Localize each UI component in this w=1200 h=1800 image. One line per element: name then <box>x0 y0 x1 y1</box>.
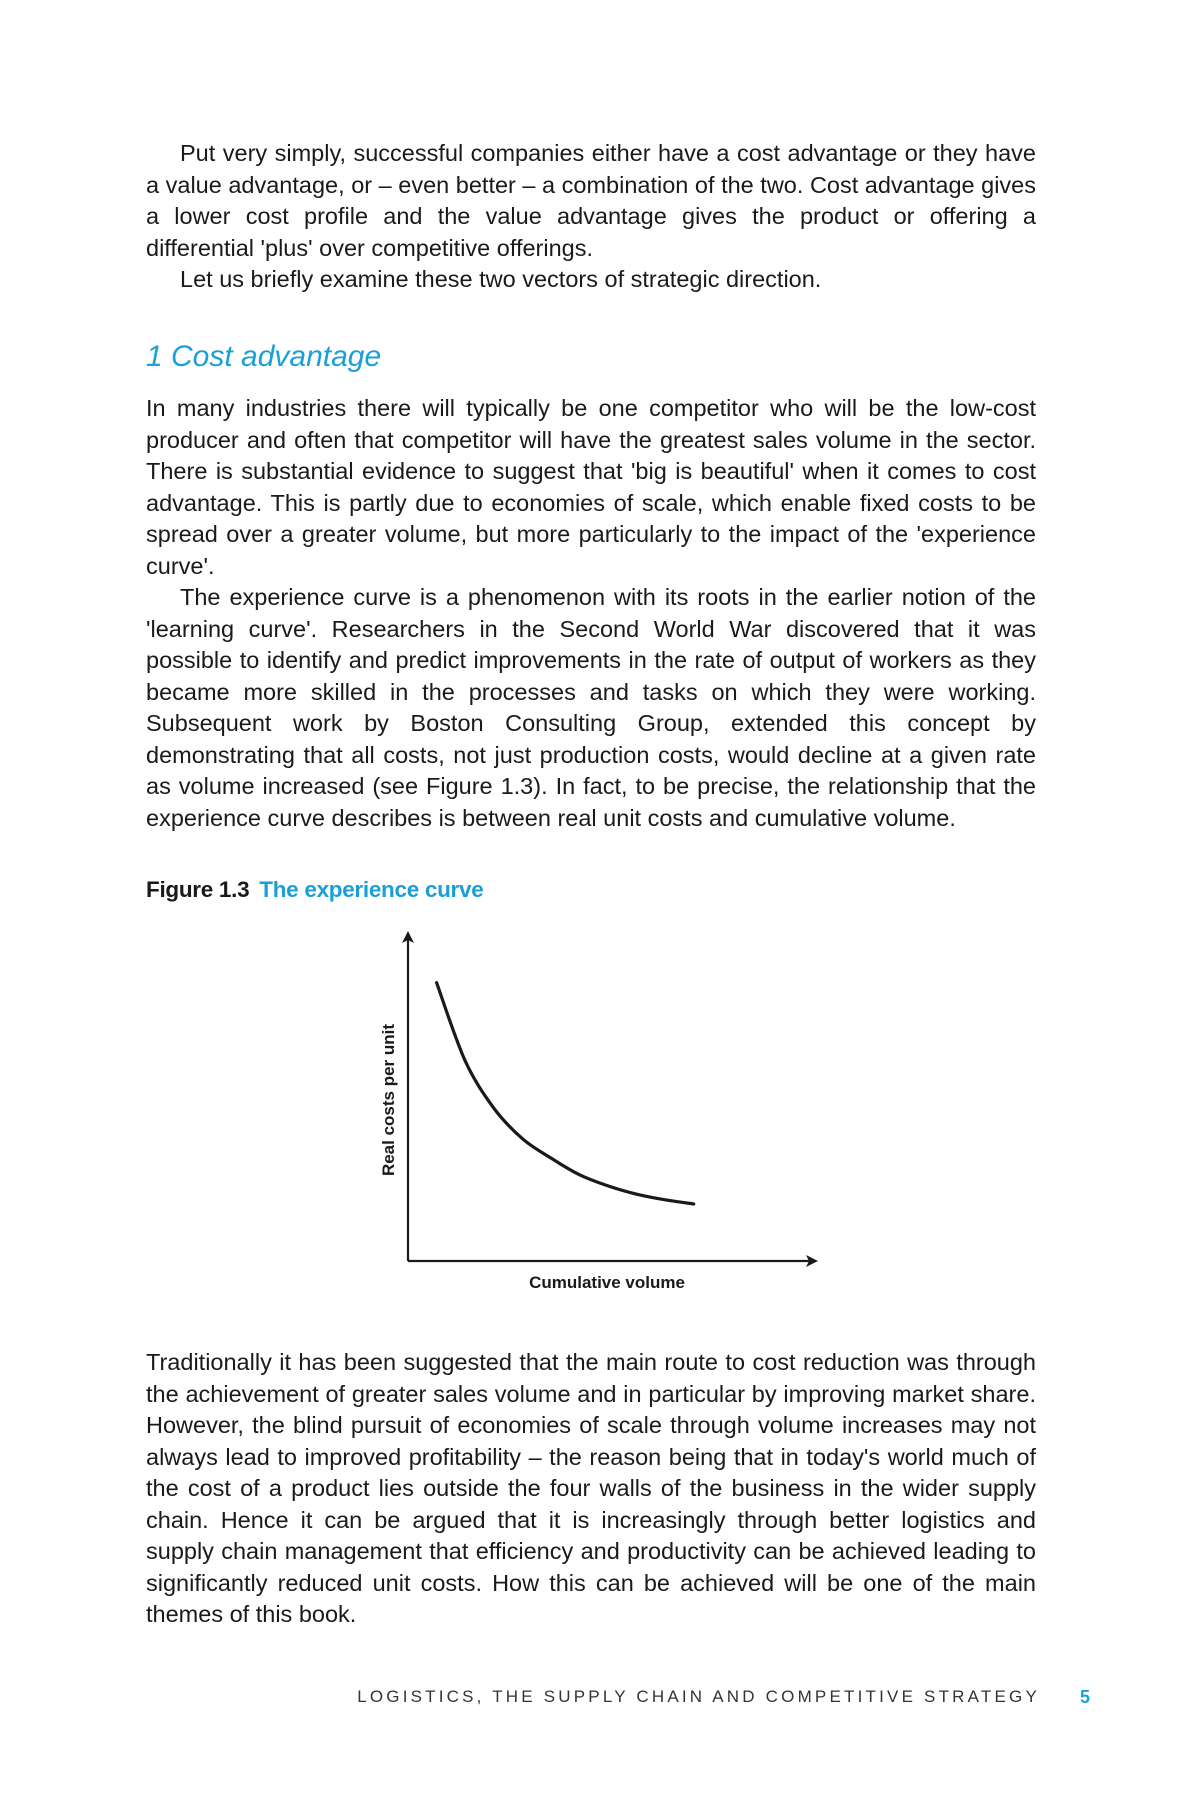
experience-curve-chart <box>360 925 830 1295</box>
figure-title: The experience curve <box>259 877 484 902</box>
intro-paragraph-1: Put very simply, successful companies either have a cost advantage or they have a value advantage, or – even better – a combination of the two. Cost advantage gives a lower cost profile and the value advantage gives the product or offering a differential 'plus' over competitive offerings. <box>146 140 1036 261</box>
figure-number: Figure 1.3 <box>146 877 250 902</box>
closing-paragraph: Traditionally it has been suggested that the main route to cost reduction was through the achievement of greater sales volume and in particular by improving market share. However, the blind pursuit of economies of scale through volume increases may not always lead to improved profitability – the reason being that in today's world much of the cost of a product lies outside the four walls of the business in the wider supply chain. Hence it can be argued that it is increasingly through better logistics and supply chain management that efficiency and productivity can be achieved leading to significantly reduced unit costs. How this can be achieved will be one of the main themes of this book. <box>146 1349 1036 1627</box>
figure-caption <box>146 877 483 903</box>
running-head: LOGISTICS, THE SUPPLY CHAIN AND COMPETITIVE STRATEGY <box>357 1687 1040 1706</box>
page-footer <box>0 1687 1200 1717</box>
y-axis-label: Real costs per unit <box>379 1023 398 1177</box>
cost-paragraph-1: In many industries there will typically be one competitor who will be the low-cost producer and often that competitor will have the greatest sales volume in the sector. There is substantial evidence to suggest that 'big is beautiful' when it comes to cost advantage. This is partly due to economies of scale, which enable fixed costs to be spread over a greater volume, but more particularly to the impact of the 'experience curve'. <box>146 395 1036 579</box>
intro-text <box>146 138 1036 296</box>
x-axis-label: Cumulative volume <box>529 1273 685 1292</box>
section-heading: 1 Cost advantage <box>146 340 382 373</box>
cost-advantage-text <box>146 393 1036 834</box>
experience-curve-line <box>437 983 694 1204</box>
page-number: 5 <box>1080 1687 1091 1707</box>
intro-paragraph-2: Let us briefly examine these two vectors of strategic direction. <box>180 266 822 292</box>
cost-paragraph-2: The experience curve is a phenomenon with its roots in the earlier notion of the 'learning curve'. Researchers in the Second World War discovered that it was possible to identify and predict improvements in the rate of output of workers as they became more skilled in the processes and tasks on which they were working. Subsequent work by Boston Consulting Group, extended this concept by demonstrating that all costs, not just production costs, would decline at a given rate as volume increased (see Figure 1.3). In fact, to be precise, the relationship that the experience curve describes is between real unit costs and cumulative volume. <box>146 584 1036 831</box>
closing-text <box>146 1347 1036 1631</box>
